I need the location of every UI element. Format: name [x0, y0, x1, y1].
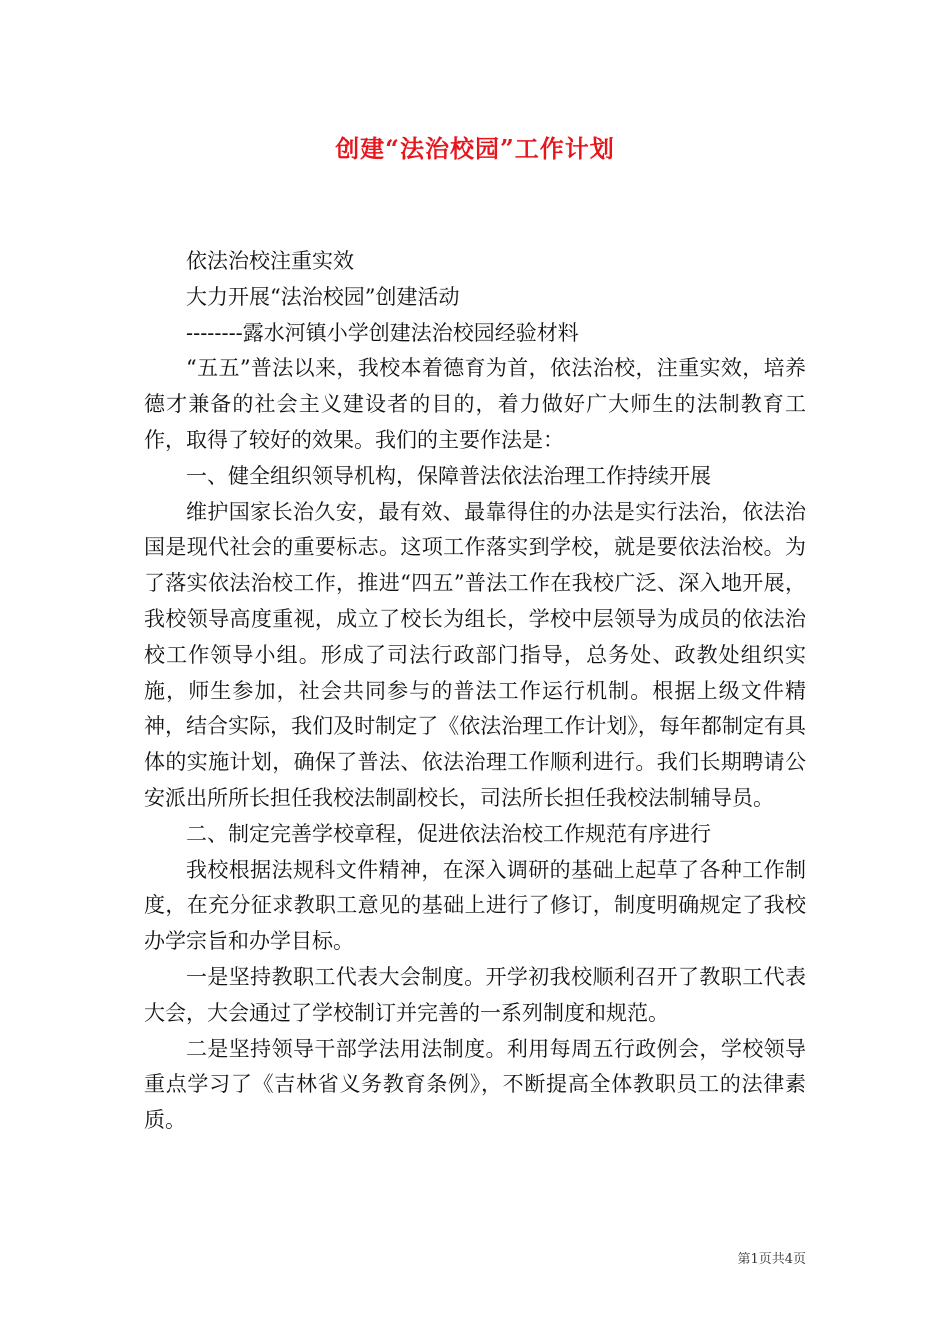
body-paragraph: 二是坚持领导干部学法用法制度。利用每周五行政例会，学校领导重点学习了《吉林省义务教育条例》，不断提高全体教职员工的法律素质。 — [144, 1036, 806, 1133]
document-body — [144, 244, 806, 1139]
body-paragraph: 一是坚持教职工代表大会制度。开学初我校顺利召开了教职工代表大会，大会通过了学校制订并完善的一系列制度和规范。 — [144, 964, 806, 1025]
body-paragraph: 我校根据法规科文件精神，在深入调研的基础上起草了各种工作制度，在充分征求教职工意见的基础上进行了修订，制度明确规定了我校办学宗旨和办学目标。 — [144, 857, 806, 954]
subtitle-line: 大力开展“法治校园”创建活动 — [186, 284, 460, 309]
section-heading: 二、制定完善学校章程，促进依法治校工作规范有序进行 — [186, 821, 711, 846]
section-heading: 一、健全组织领导机构，保障普法依法治理工作持续开展 — [186, 463, 711, 488]
body-paragraph: “五五”普法以来，我校本着德育为首，依法治校，注重实效，培养德才兼备的社会主义建设者的目的，着力做好广大师生的法制教育工作，取得了较好的效果。我们的主要作法是： — [144, 356, 806, 452]
subtitle-line: 依法治校注重实效 — [186, 249, 354, 273]
body-paragraph: 维护国家长治久安，最有效、最靠得住的办法是实行法治，依法治国是现代社会的重要标志。这项工作落实到学校，就是要依法治校。为了落实依法治校工作，推进“四五”普法工作在我校广泛、深入地开展，我校领导高度重视，成立了校长为组长，学校中层领导为成员的依法治校工作领导小组。形成了司法行政部门指导，总务处、政教处组织实施，师生参加，社会共同参与的普法工作运行机制。根据上级文件精神，结合实际，我们及时制定了《依法治理工作计划》，每年都制定有具体的实施计划，确保了普法、依法治理工作顺利进行。我们长期聘请公安派出所所长担任我校法制副校长，司法所长担任我校法制辅导员。 — [144, 499, 806, 810]
page-title: 创建“法治校园”工作计划 — [335, 134, 615, 163]
page-number: 第1页共4页 — [737, 1252, 806, 1267]
subtitle-line: --------露水河镇小学创建法治校园经验材料 — [186, 320, 579, 345]
